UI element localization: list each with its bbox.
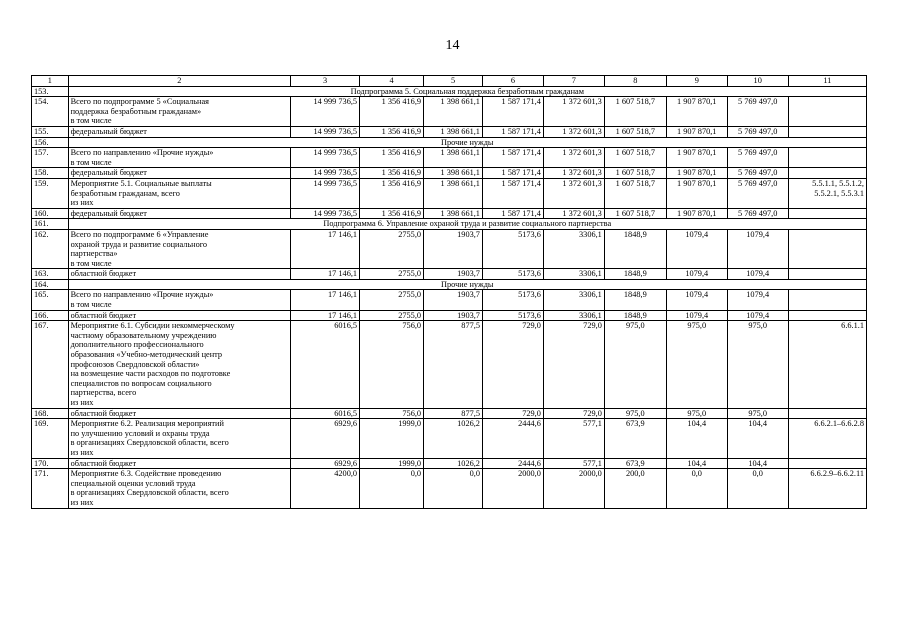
- table-row: [32, 178, 867, 208]
- budget-table: [31, 75, 867, 509]
- row-index: 165.: [32, 290, 69, 310]
- amount-cell: 5173,6: [482, 229, 543, 268]
- amount-cell: 1 607 518,7: [604, 126, 666, 137]
- amount-cell: 1903,7: [424, 269, 483, 280]
- amount-cell: 756,0: [360, 321, 424, 408]
- amount-cell: 14 999 736,5: [291, 97, 360, 127]
- target-indicator-code: 6.6.2.9–6.6.2.11: [788, 469, 866, 508]
- amount-cell: 1848,9: [604, 229, 666, 268]
- row-name: Мероприятие 5.1. Социальные выплаты безработным гражданам, всего из них: [68, 178, 290, 208]
- amount-cell: 6929,6: [291, 458, 360, 469]
- amount-cell: 200,0: [604, 469, 666, 508]
- amount-cell: 0,0: [727, 469, 788, 508]
- column-number-header: 11: [788, 76, 866, 87]
- amount-cell: 975,0: [727, 321, 788, 408]
- amount-cell: 1 907 870,1: [666, 208, 727, 219]
- amount-cell: 1 607 518,7: [604, 178, 666, 208]
- amount-cell: 3306,1: [543, 310, 604, 321]
- row-index: 156.: [32, 137, 69, 148]
- column-number-header: 3: [291, 76, 360, 87]
- amount-cell: 5173,6: [482, 310, 543, 321]
- amount-cell: 14 999 736,5: [291, 168, 360, 179]
- target-indicator-code: [788, 229, 866, 268]
- row-index: 171.: [32, 469, 69, 508]
- amount-cell: 17 146,1: [291, 310, 360, 321]
- amount-cell: 1 398 661,1: [424, 97, 483, 127]
- amount-cell: 1903,7: [424, 229, 483, 268]
- amount-cell: 14 999 736,5: [291, 208, 360, 219]
- amount-cell: 975,0: [666, 321, 727, 408]
- amount-cell: 1903,7: [424, 310, 483, 321]
- table-row: [32, 137, 867, 148]
- row-name: областной бюджет: [68, 269, 290, 280]
- amount-cell: 5173,6: [482, 269, 543, 280]
- table-header-row: [32, 76, 867, 87]
- amount-cell: 3306,1: [543, 269, 604, 280]
- table-row: [32, 168, 867, 179]
- amount-cell: 5173,6: [482, 290, 543, 310]
- amount-cell: 1848,9: [604, 310, 666, 321]
- amount-cell: 4200,0: [291, 469, 360, 508]
- amount-cell: 1 607 518,7: [604, 168, 666, 179]
- amount-cell: 1 398 661,1: [424, 208, 483, 219]
- amount-cell: 673,9: [604, 419, 666, 458]
- amount-cell: 14 999 736,5: [291, 178, 360, 208]
- amount-cell: 1 356 416,9: [360, 97, 424, 127]
- amount-cell: 5 769 497,0: [727, 208, 788, 219]
- amount-cell: 104,4: [666, 419, 727, 458]
- row-index: 157.: [32, 148, 69, 168]
- amount-cell: 975,0: [666, 408, 727, 419]
- target-indicator-code: [788, 290, 866, 310]
- table-row: [32, 208, 867, 219]
- target-indicator-code: 6.6.1.1: [788, 321, 866, 408]
- amount-cell: 1 907 870,1: [666, 97, 727, 127]
- amount-cell: 1 587 171,4: [482, 168, 543, 179]
- amount-cell: 2000,0: [543, 469, 604, 508]
- amount-cell: 1 372 601,3: [543, 208, 604, 219]
- amount-cell: 975,0: [727, 408, 788, 419]
- amount-cell: 1079,4: [727, 290, 788, 310]
- amount-cell: 3306,1: [543, 290, 604, 310]
- amount-cell: 729,0: [543, 408, 604, 419]
- amount-cell: 5 769 497,0: [727, 178, 788, 208]
- amount-cell: 729,0: [543, 321, 604, 408]
- row-name: областной бюджет: [68, 408, 290, 419]
- amount-cell: 1 356 416,9: [360, 126, 424, 137]
- table-row: [32, 408, 867, 419]
- target-indicator-code: 5.5.1.1, 5.5.1.2, 5.5.2.1, 5.5.3.1: [788, 178, 866, 208]
- amount-cell: 2755,0: [360, 229, 424, 268]
- row-index: 170.: [32, 458, 69, 469]
- amount-cell: 5 769 497,0: [727, 97, 788, 127]
- amount-cell: 104,4: [727, 458, 788, 469]
- amount-cell: 5 769 497,0: [727, 168, 788, 179]
- amount-cell: 1 587 171,4: [482, 97, 543, 127]
- row-index: 162.: [32, 229, 69, 268]
- amount-cell: 6016,5: [291, 408, 360, 419]
- target-indicator-code: 6.6.2.1–6.6.2.8: [788, 419, 866, 458]
- amount-cell: 2755,0: [360, 310, 424, 321]
- amount-cell: 1 372 601,3: [543, 126, 604, 137]
- amount-cell: 1848,9: [604, 269, 666, 280]
- amount-cell: 17 146,1: [291, 229, 360, 268]
- row-index: 161.: [32, 219, 69, 230]
- amount-cell: 104,4: [727, 419, 788, 458]
- amount-cell: 2000,0: [482, 469, 543, 508]
- amount-cell: 2444,6: [482, 458, 543, 469]
- amount-cell: 2755,0: [360, 269, 424, 280]
- section-title: Прочие нужды: [68, 137, 866, 148]
- column-number-header: 10: [727, 76, 788, 87]
- target-indicator-code: [788, 208, 866, 219]
- row-name: федеральный бюджет: [68, 168, 290, 179]
- amount-cell: 1079,4: [666, 269, 727, 280]
- table-row: [32, 458, 867, 469]
- row-index: 158.: [32, 168, 69, 179]
- target-indicator-code: [788, 310, 866, 321]
- amount-cell: 1 607 518,7: [604, 148, 666, 168]
- table-row: [32, 148, 867, 168]
- amount-cell: 1 587 171,4: [482, 178, 543, 208]
- amount-cell: 1079,4: [666, 290, 727, 310]
- amount-cell: 14 999 736,5: [291, 148, 360, 168]
- amount-cell: 1026,2: [424, 458, 483, 469]
- section-title: Подпрограмма 6. Управление охраной труда и развитие социального партнерства: [68, 219, 866, 230]
- target-indicator-code: [788, 168, 866, 179]
- row-name: Мероприятие 6.1. Субсидии некоммерческому частному образовательному учреждению дополнительного профессионального образования «Учебно-методический центр профсоюзов Свердловской области» на возмещение части расходов по подготовке специалистов по вопросам социального партнерства, всего из них: [68, 321, 290, 408]
- amount-cell: 2444,6: [482, 419, 543, 458]
- row-index: 155.: [32, 126, 69, 137]
- column-number-header: 9: [666, 76, 727, 87]
- amount-cell: 17 146,1: [291, 290, 360, 310]
- amount-cell: 1 372 601,3: [543, 148, 604, 168]
- amount-cell: 975,0: [604, 321, 666, 408]
- amount-cell: 0,0: [360, 469, 424, 508]
- row-name: Мероприятие 6.2. Реализация мероприятий по улучшению условий и охраны труда в организациях Свердловской области, всего из них: [68, 419, 290, 458]
- amount-cell: 0,0: [424, 469, 483, 508]
- row-index: 153.: [32, 86, 69, 97]
- amount-cell: 1 607 518,7: [604, 208, 666, 219]
- amount-cell: 1 398 661,1: [424, 168, 483, 179]
- amount-cell: 5 769 497,0: [727, 148, 788, 168]
- amount-cell: 1 587 171,4: [482, 126, 543, 137]
- target-indicator-code: [788, 148, 866, 168]
- page-number: 14: [445, 38, 460, 53]
- row-index: 160.: [32, 208, 69, 219]
- amount-cell: 1 356 416,9: [360, 148, 424, 168]
- target-indicator-code: [788, 97, 866, 127]
- section-title: Прочие нужды: [68, 279, 866, 290]
- table-row: [32, 469, 867, 508]
- row-index: 164.: [32, 279, 69, 290]
- row-index: 167.: [32, 321, 69, 408]
- amount-cell: 1 372 601,3: [543, 168, 604, 179]
- amount-cell: 729,0: [482, 408, 543, 419]
- column-number-header: 5: [424, 76, 483, 87]
- amount-cell: 673,9: [604, 458, 666, 469]
- row-name: Мероприятие 6.3. Содействие проведению специальной оценки условий труда в организациях Свердловской области, всего из них: [68, 469, 290, 508]
- amount-cell: 877,5: [424, 408, 483, 419]
- amount-cell: 0,0: [666, 469, 727, 508]
- amount-cell: 1026,2: [424, 419, 483, 458]
- amount-cell: 104,4: [666, 458, 727, 469]
- amount-cell: 756,0: [360, 408, 424, 419]
- row-index: 166.: [32, 310, 69, 321]
- amount-cell: 17 146,1: [291, 269, 360, 280]
- column-number-header: 1: [32, 76, 69, 87]
- table-row: [32, 321, 867, 408]
- amount-cell: 1 607 518,7: [604, 97, 666, 127]
- row-name: Всего по направлению «Прочие нужды» в том числе: [68, 148, 290, 168]
- target-indicator-code: [788, 269, 866, 280]
- amount-cell: 1 398 661,1: [424, 148, 483, 168]
- table-row: [32, 290, 867, 310]
- amount-cell: 14 999 736,5: [291, 126, 360, 137]
- amount-cell: 1848,9: [604, 290, 666, 310]
- row-name: Всего по подпрограмме 6 «Управление охраной труда и развитие социального партнерства» в том числе: [68, 229, 290, 268]
- row-name: областной бюджет: [68, 310, 290, 321]
- amount-cell: 1 907 870,1: [666, 178, 727, 208]
- amount-cell: 1 587 171,4: [482, 148, 543, 168]
- amount-cell: 1903,7: [424, 290, 483, 310]
- row-name: федеральный бюджет: [68, 208, 290, 219]
- amount-cell: 729,0: [482, 321, 543, 408]
- table-row: [32, 310, 867, 321]
- amount-cell: 1079,4: [666, 310, 727, 321]
- table-row: [32, 219, 867, 230]
- table-row: [32, 86, 867, 97]
- table-row: [32, 126, 867, 137]
- row-name: Всего по направлению «Прочие нужды» в том числе: [68, 290, 290, 310]
- row-index: 168.: [32, 408, 69, 419]
- row-name: областной бюджет: [68, 458, 290, 469]
- amount-cell: 1079,4: [727, 269, 788, 280]
- amount-cell: 5 769 497,0: [727, 126, 788, 137]
- amount-cell: 1 907 870,1: [666, 148, 727, 168]
- amount-cell: 1 398 661,1: [424, 126, 483, 137]
- amount-cell: 1079,4: [727, 229, 788, 268]
- table-row: [32, 97, 867, 127]
- column-number-header: 4: [360, 76, 424, 87]
- row-index: 159.: [32, 178, 69, 208]
- amount-cell: 1 356 416,9: [360, 208, 424, 219]
- amount-cell: 1 907 870,1: [666, 168, 727, 179]
- row-index: 169.: [32, 419, 69, 458]
- row-name: Всего по подпрограмме 5 «Социальная поддержка безработным гражданам» в том числе: [68, 97, 290, 127]
- amount-cell: 877,5: [424, 321, 483, 408]
- column-number-header: 7: [543, 76, 604, 87]
- amount-cell: 1 398 661,1: [424, 178, 483, 208]
- amount-cell: 6929,6: [291, 419, 360, 458]
- amount-cell: 1999,0: [360, 419, 424, 458]
- row-name: федеральный бюджет: [68, 126, 290, 137]
- amount-cell: 1 356 416,9: [360, 168, 424, 179]
- amount-cell: 1 907 870,1: [666, 126, 727, 137]
- amount-cell: 2755,0: [360, 290, 424, 310]
- row-index: 154.: [32, 97, 69, 127]
- amount-cell: 577,1: [543, 419, 604, 458]
- section-title: Подпрограмма 5. Социальная поддержка безработным гражданам: [68, 86, 866, 97]
- amount-cell: 1 356 416,9: [360, 178, 424, 208]
- target-indicator-code: [788, 126, 866, 137]
- amount-cell: 1079,4: [666, 229, 727, 268]
- column-number-header: 2: [68, 76, 290, 87]
- target-indicator-code: [788, 408, 866, 419]
- table-row: [32, 419, 867, 458]
- amount-cell: 975,0: [604, 408, 666, 419]
- table-row: [32, 269, 867, 280]
- amount-cell: 1 372 601,3: [543, 178, 604, 208]
- row-index: 163.: [32, 269, 69, 280]
- amount-cell: 1 587 171,4: [482, 208, 543, 219]
- table-row: [32, 229, 867, 268]
- amount-cell: 1079,4: [727, 310, 788, 321]
- target-indicator-code: [788, 458, 866, 469]
- amount-cell: 3306,1: [543, 229, 604, 268]
- column-number-header: 6: [482, 76, 543, 87]
- amount-cell: 577,1: [543, 458, 604, 469]
- amount-cell: 6016,5: [291, 321, 360, 408]
- amount-cell: 1999,0: [360, 458, 424, 469]
- amount-cell: 1 372 601,3: [543, 97, 604, 127]
- table-row: [32, 279, 867, 290]
- column-number-header: 8: [604, 76, 666, 87]
